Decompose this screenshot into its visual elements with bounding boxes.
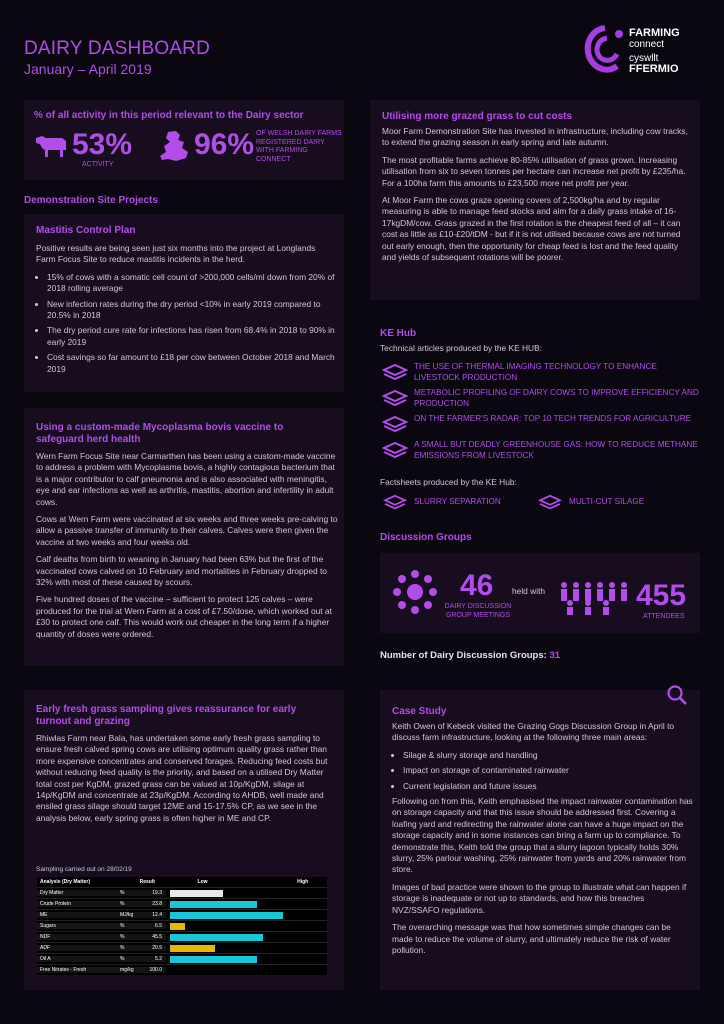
table-row [37,953,327,964]
row-value: 23.8 [140,901,166,907]
row-name: Sugars [37,923,120,929]
case-title: Case Study [392,706,447,717]
header-low: Low [197,879,208,885]
groups-count [380,650,560,661]
vaccine-paragraph-2: Cows at Wern Farm were vaccinated at six weeks and three weeks pre-calving to allow a passive transfer of immunity to their calves. Calves were then given the vaccine at two weeks and four weeks old. [36,514,338,547]
row-unit: % [120,890,140,896]
logo-line-4: FFERMIO [629,63,679,75]
row-bar-track [170,901,320,908]
mastitis-panel [24,214,344,392]
magnifier-icon [666,684,688,706]
table-row [37,942,327,953]
row-bar [170,934,263,941]
list-item: • The dry period cure rate for infections has risen from 68.4% in 2018 to 90% in early 2019 [47,325,336,348]
factsheet-slurry[interactable] [382,494,532,512]
row-bar [170,912,283,919]
wales-map-icon [158,130,192,162]
analysis-header [37,877,327,887]
mastitis-title: Mastitis Control Plan [36,225,136,236]
table-row [37,887,327,898]
row-name: Dry Matter [37,890,120,896]
mastitis-bullets [36,272,336,375]
table-row [37,898,327,909]
discussion-panel [380,553,700,633]
case-bullets [392,750,694,792]
stats-heading: % of all activity in this period relevant to the Dairy sector [34,110,304,121]
cow-icon [34,132,70,158]
grazed-paragraph-1: Moor Farm Demonstration Site has invested in infrastructure, including cow tracks, to extend the grazing season in early spring and late autumn. [382,126,688,148]
factsheets-intro: Factsheets produced by the KE Hub: [380,477,517,487]
grass-title: Early fresh grass sampling gives reassurance for early turnout and grazing [36,704,297,727]
grazed-panel [370,100,700,300]
factsheet-link[interactable]: SLURRY SEPARATION [414,497,501,506]
ke-article-1[interactable] [382,362,702,386]
grass-paragraph: Rhiwlas Farm near Bala, has undertaken some early fresh grass sampling to ensure fresh calved spring cows are utilising optimum quality grass rather than more expensive concentrates and conserved forages. Reducing feed costs but without reducing feed quality is the priority, and based on a utilised Dry Matter total cost per KgDM, grazed grass can be valued at 10p/KgDM, silage at 14p/KgDM and concentrate at 23p/KgDM. According to AHDB, well made and ensiled grass silage should target 12ME and 15-17.5% CP, as we see in the analysis below, early spring grass is often higher in ME and CP. [36,733,328,823]
header-analysis: Analysis (Dry Matter) [40,879,91,885]
row-unit: mg/kg [120,967,140,973]
ke-article-link[interactable]: A SMALL BUT DEADLY GREENHOUSE GAS: HOW TO REDUCE METHANE EMISSIONS FROM LIVESTOCK [414,440,698,460]
row-bar [170,945,215,952]
row-name: Oil A [37,956,120,962]
analysis-table [37,877,327,975]
layers-icon [382,494,408,512]
table-row [37,920,327,931]
layers-icon [537,494,563,512]
case-paragraph-2: Images of bad practice were shown to the group to illustrate what can happen if storage is inadequate or not up to standards, and how this breaches NVZ/SSAFO regulations. [392,881,687,915]
factsheet-silage[interactable] [537,494,697,512]
ke-article-link[interactable]: ON THE FARMER'S RADAR: TOP 10 TECH TRENDS FOR AGRICULTURE [414,414,692,423]
sampling-note: Sampling carried out on 28/02/19 [36,866,132,873]
ke-article-3[interactable] [382,414,702,438]
row-name: ADF [37,945,120,951]
held-with: held with [512,586,546,596]
grazed-paragraph-2: The most profitable farms achieve 80-85% utilisation of grass grown. Increasing utilisation from six to seven tonnes per hectare can increase net profit by £235/ha. For a 100ha farm this amounts to £23,500 more net profit per year. [382,154,686,188]
groups-value: 31 [549,650,561,661]
page-subtitle: January – April 2019 [24,61,152,77]
layers-icon [382,389,408,409]
layers-icon [382,441,408,461]
stats-panel [24,100,344,180]
kehub-intro: Technical articles produced by the KE HUB: [380,343,542,353]
logo-line-3: cyswllt [629,53,659,64]
people-icon [558,581,630,615]
row-name: ME [37,912,120,918]
vaccine-paragraph-3: Calf deaths from birth to weaning in January had been 63% but the first of the vaccinated cows calved on 10 February and mortalities in February dropped to 32% with most of these caused by scours. [36,554,327,588]
logo-swirl-icon [583,24,627,76]
list-item: • Silage & slurry storage and handling [403,750,694,761]
analysis-rows [37,887,327,975]
header-result: Result [139,879,155,885]
mastitis-intro: Positive results are being seen just six months into the project at Longlands Farm Focus Site to reduce mastitis incidents in the herd. [36,243,316,265]
row-bar-track [170,956,320,963]
grazed-title: Utilising more grazed grass to cut costs [382,111,573,122]
row-bar [170,956,257,963]
row-bar-track [170,934,320,941]
row-bar-track [170,890,320,897]
case-paragraph-1: Following on from this, Keith emphasised the impact rainwater contamination has on storage capacity and that this issue should be addressed first. Covering a loafing yard and redirecting the rainwater alone can have a huge impact on the storage capacity and in some instances can bring a farm up to compliance. To demonstrate this, Keith told the group that a slurry lagoon typically holds 30% slurry, 25% parlour washing, 25% rainwater from yards and 20% rainwater from store. [392,796,693,875]
row-unit: % [120,923,140,929]
ke-article-4[interactable] [382,440,702,464]
list-item: • 15% of cows with a somatic cell count of >200,000 cells/ml down from 20% of 2018 rolling average [47,272,336,295]
group-circle-icon [392,569,438,615]
discussion-title: Discussion Groups [380,532,472,543]
attendees-label: ATTENDEES [643,613,685,620]
ke-article-link[interactable]: METABOLIC PROFILING OF DAIRY COWS TO IMPROVE EFFICIENCY AND PRODUCTION [414,388,699,408]
row-value: 20.5 [140,945,166,951]
vaccine-panel [24,408,344,666]
welsh-farms-label: OF WELSH DAIRY FARMS REGISTERED DAIRY WITH FARMING CONNECT [256,130,342,163]
ke-article-2[interactable] [382,388,702,412]
row-unit: MJ/kg [120,912,140,918]
list-item: • New infection rates during the dry period <10% in early 2019 compared to 20.5% in 2018 [47,299,336,322]
list-item: • Impact on storage of contaminated rainwater [403,765,694,776]
row-bar-track [170,945,320,952]
ke-article-link[interactable]: THE USE OF THERMAL IMAGING TECHNOLOGY TO ENHANCE LIVESTOCK PRODUCTION [414,362,657,382]
row-name: NDF [37,934,120,940]
case-paragraph-3: The overarching message was that how sometimes simple changes can be made to reduce the volume of slurry, and ultimately reduce the risk of water pollution. [392,922,671,955]
table-row [37,909,327,920]
table-row [37,931,327,942]
vaccine-paragraph-4: Five hundred doses of the vaccine – sufficient to protect 125 calves – were produced for the trial at Wern Farm at a cost of £7.50/dose, which worked out at £30 to protect one calf. This would work out cheaper in the long term if a higher quantity of doses were ordered. [36,594,332,639]
case-intro: Keith Owen of Kebeck visited the Grazing Gogs Discussion Group in April to discuss farm infrastructure, looking at the following three main areas: [392,721,675,743]
row-unit: % [120,901,140,907]
logo-line-2: connect [629,39,665,50]
activity-label: ACTIVITY [82,161,114,168]
meetings-label: DAIRY DISCUSSION GROUP MEETINGS [444,603,512,619]
factsheet-link[interactable]: MULTI-CUT SILAGE [569,497,645,506]
list-item: • Cost savings so far amount to £18 per cow between October 2018 and March 2019 [47,352,336,375]
header-high: High [297,879,309,885]
page-title: DAIRY DASHBOARD [24,38,211,59]
row-unit: % [120,945,140,951]
case-panel [380,690,700,990]
list-item: • Current legislation and future issues [403,781,694,792]
row-name: Crude Protein [37,901,120,907]
grazed-paragraph-3: At Moor Farm the cows graze opening covers of 2,500kg/ha and by regular measuring is able to manage feed stocks and aim for a daily grass intake of 16-17kgDM/cow. Grass grazed in the first rotation is the cheapest feed of all – it can cost as little as £10-£20/tDM - but if it is not utilised because cows are not turned out early enough, then the opportunity for cheap feed is lost and the feed quality and yields of subsequent rotations will be poorer. [382,195,681,263]
welsh-farms-value: 96% [194,128,255,161]
farming-connect-logo [583,24,713,84]
row-value: 6.5 [140,923,166,929]
row-unit: % [120,934,140,940]
layers-icon [382,415,408,435]
row-bar [170,890,223,897]
row-name: Free Nitrates - Fresh [37,967,120,973]
vaccine-title: Using a custom-made Mycoplasma bovis vaccine to safeguard herd health [36,422,284,445]
table-row [37,964,327,975]
row-value: 45.5 [140,934,166,940]
vaccine-paragraph-1: Wern Farm Focus Site near Carmarthen has been using a custom-made vaccine to address a problem with Mycoplasma bovis, a highly contagious bacterium that is a major contributor to calf pneumonia and is also associated with meningitis, eye and ear infections as well as arthritis, mastitis, abortion and infertility in adult cows. [36,451,336,507]
row-value: 19.3 [140,890,166,896]
row-bar [170,923,185,930]
meetings-value: 46 [460,569,494,602]
row-bar-track [170,967,320,974]
demo-heading: Demonstration Site Projects [24,195,158,206]
row-unit: % [120,956,140,962]
row-value: 12.4 [140,912,166,918]
row-value: 5.2 [140,956,166,962]
kehub-title: KE Hub [380,328,417,339]
layers-icon [382,363,408,383]
row-bar-track [170,912,320,919]
groups-label: Number of Dairy Discussion Groups: [380,650,547,661]
attendees-value: 455 [636,579,687,612]
row-value: 100.0 [140,967,166,973]
row-bar-track [170,923,320,930]
logo-line-1: FARMING [629,27,680,39]
row-bar [170,901,257,908]
activity-value: 53% [72,128,133,161]
